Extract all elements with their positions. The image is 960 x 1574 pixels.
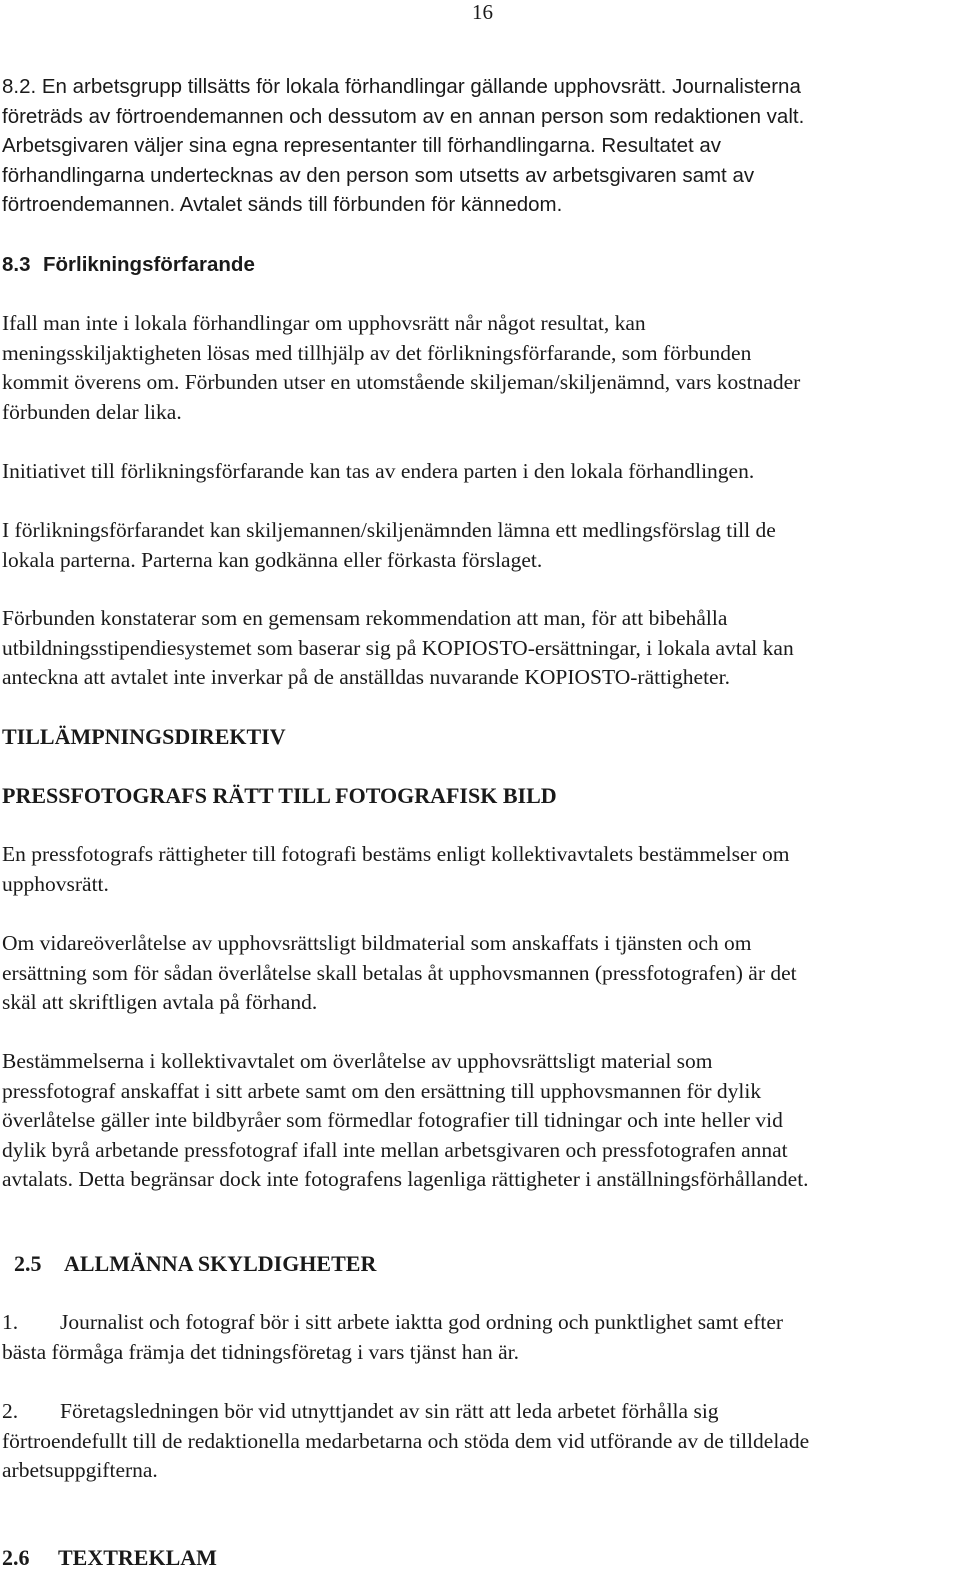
text-line: Ifall man inte i lokala förhandlingar om upphovsrätt når något resultat, kan [2,311,646,335]
section-2-5-item-2 [2,1397,957,1486]
text-line: upphovsrätt. [2,871,109,896]
text-line: förtroendemannen. Avtalet sänds till förbunden för kännedom. [2,193,563,216]
text-line: ersättning som för sådan överlåtelse skall betalas åt upphovsmannen (pressfotografen) är det [2,960,797,985]
text-line: förtroendefullt till de redaktionella medarbetarna och stöda dem vid utförande av de tilldelade [2,1428,810,1453]
pressfotograf-paragraph-1 [2,840,957,899]
text-line: I förlikningsförfarandet kan skiljemannen/skiljenämnden lämna ett medlingsförslag till de [2,518,776,542]
item-number: 2. [2,1399,19,1423]
section-title: ALLMÄNNA SKYLDIGHETER [64,1251,377,1276]
text-line: dylik byrå arbetande pressfotograf ifall inte mellan arbetsgivaren och pressfotografen annat [2,1137,788,1162]
section-8-3-paragraph-1 [2,309,957,427]
pressfotograf-subheading: PRESSFOTOGRAFS RÄTT TILL FOTOGRAFISK BILD [2,783,557,808]
section-title: Förlikningsförfarande [43,253,255,276]
text-line: skäl att skriftligen avtala på förhand. [2,990,318,1014]
text-line: lokala parterna. Parterna kan godkänna eller förkasta förslaget. [2,547,543,572]
text-line: En pressfotografs rättigheter till fotografi bestäms enligt kollektivavtalets bestämmelser om [2,842,790,866]
section-8-2-paragraph [2,72,957,220]
text-line: meningsskiljaktigheten lösas med tillhjälp av det förlikningsförfarande, som förbunden [2,340,752,365]
section-number: 8.3 [2,253,31,276]
item-number: 1. [2,1310,19,1334]
section-2-6-heading [2,1543,957,1573]
text-line: företräds av förtroendemannen och dessutom av en annan person som redaktionen valt. [2,104,805,128]
text-line: bästa förmåga främja det tidningsföretag i vars tjänst han är. [2,1339,520,1364]
page-number: 16 [472,0,493,24]
item-text: Journalist och fotograf bör i sitt arbete iaktta god ordning och punktlighet samt efter [60,1310,784,1334]
text-line: Om vidareöverlåtelse av upphovsrättsligt bildmaterial som anskaffats i tjänsten och om [2,931,752,955]
text-line: förbunden delar lika. [2,399,182,424]
section-8-3-paragraph-2 [2,457,957,487]
text-line: förhandlingarna undertecknas av den person som utsetts av arbetsgivaren samt av [2,163,755,187]
text-line: arbetsuppgifterna. [2,1458,158,1482]
tillampningsdirektiv-heading: TILLÄMPNINGSDIREKTIV [2,724,286,749]
section-2-5-heading [14,1249,960,1279]
text-line: pressfotograf anskaffat i sitt arbete samt om den ersättning till upphovsmannen för dylik [2,1078,762,1103]
section-2-5-item-1 [2,1308,957,1367]
text-line: Förbunden konstaterar som en gemensam rekommendation att man, för att bibehålla [2,606,728,630]
text-line: Initiativet till förlikningsförfarande kan tas av endera parten i den lokala förhandlingen. [2,459,755,483]
text-line: avtalats. Detta begränsar dock inte fotografens lagenliga rättigheter i anställningsförhållandet. [2,1167,809,1191]
text-line: utbildningsstipendiesystemet som baserar sig på KOPIOSTO-ersättningar, i lokala avtal kan [2,635,794,660]
section-8-3-paragraph-4 [2,604,957,693]
item-text: Företagsledningen bör vid utnyttjandet av sin rätt att leda arbetet förhålla sig [60,1399,719,1423]
text-line [2,1397,957,1427]
section-number: 2.5 [14,1251,42,1276]
text-line: Bestämmelserna i kollektivavtalet om överlåtelse av upphovsrättsligt material som [2,1049,713,1073]
section-8-3-heading [2,250,957,280]
text-line: 8.2. En arbetsgrupp tillsätts för lokala förhandlingar gällande upphovsrätt. Journalisterna [2,75,801,98]
section-number: 2.6 [2,1545,30,1570]
text-line: anteckna att avtalet inte inverkar på de anställdas nuvarande KOPIOSTO-rättigheter. [2,665,730,689]
text-line: Arbetsgivaren väljer sina egna representanter till förhandlingarna. Resultatet av [2,134,722,157]
text-line [2,1308,957,1338]
section-8-3-paragraph-3 [2,516,957,575]
text-line: överlåtelse gäller inte bildbyråer som förmedlar fotografier till tidningar och inte heller vid [2,1108,783,1132]
section-title: TEXTREKLAM [58,1545,217,1570]
text-line: kommit överens om. Förbunden utser en utomstående skiljeman/skiljenämnd, vars kostnader [2,370,801,394]
pressfotograf-paragraph-3 [2,1047,957,1195]
pressfotograf-paragraph-2 [2,929,957,1018]
